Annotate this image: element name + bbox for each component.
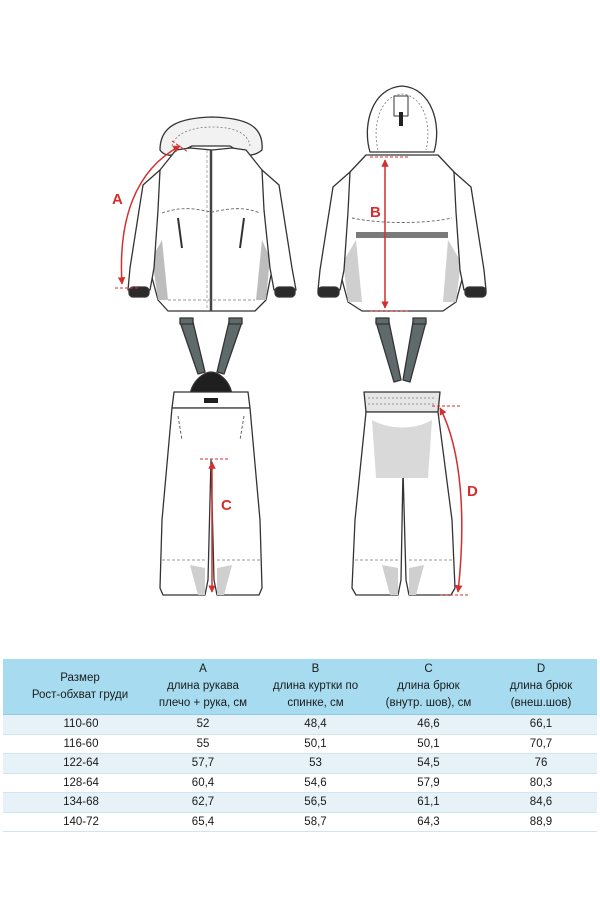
table-row xyxy=(3,734,597,754)
cell-c: 61,1 xyxy=(372,793,485,813)
cell-c: 54,5 xyxy=(372,754,485,774)
cell-a: 65,4 xyxy=(147,812,259,832)
header-col-a: A длина рукава плечо + рука, см xyxy=(147,659,259,715)
measure-letter-d: D xyxy=(467,483,478,500)
cell-c: 50,1 xyxy=(372,734,485,754)
cell-b: 54,6 xyxy=(259,773,372,793)
cell-b: 48,4 xyxy=(259,715,372,735)
header-col-d: D длина брюк (внеш.шов) xyxy=(485,659,597,715)
cell-d: 84,6 xyxy=(485,793,597,813)
cell-a: 62,7 xyxy=(147,793,259,813)
pants-front-drawing xyxy=(160,318,262,595)
cell-d: 80,3 xyxy=(485,773,597,793)
cell-d: 70,7 xyxy=(485,734,597,754)
header-size: Размер Рост-обхват груди xyxy=(3,659,147,715)
cell-c: 46,6 xyxy=(372,715,485,735)
jacket-front-drawing xyxy=(128,117,296,311)
cell-d: 88,9 xyxy=(485,812,597,832)
cell-c: 64,3 xyxy=(372,812,485,832)
table-row xyxy=(3,773,597,793)
cell-a: 55 xyxy=(147,734,259,754)
size-chart-table xyxy=(3,659,597,832)
cell-b: 58,7 xyxy=(259,812,372,832)
cell-a: 57,7 xyxy=(147,754,259,774)
table-row xyxy=(3,793,597,813)
cell-b: 50,1 xyxy=(259,734,372,754)
measure-letter-a: A xyxy=(112,191,123,208)
table-row xyxy=(3,812,597,832)
header-col-b: B длина куртки по спинке, см xyxy=(259,659,372,715)
cell-d: 66,1 xyxy=(485,715,597,735)
cell-size: 116-60 xyxy=(3,734,147,754)
table-header-row xyxy=(3,659,597,715)
cell-size: 140-72 xyxy=(3,812,147,832)
cell-b: 53 xyxy=(259,754,372,774)
pants-back-drawing xyxy=(352,318,455,595)
jacket-back-drawing xyxy=(318,86,486,311)
cell-d: 76 xyxy=(485,754,597,774)
cell-a: 60,4 xyxy=(147,773,259,793)
cell-size: 134-68 xyxy=(3,793,147,813)
measure-letter-c: C xyxy=(221,497,232,514)
measure-letter-b: B xyxy=(370,204,381,221)
cell-c: 57,9 xyxy=(372,773,485,793)
table-row xyxy=(3,754,597,774)
cell-size: 110-60 xyxy=(3,715,147,735)
cell-a: 52 xyxy=(147,715,259,735)
cell-size: 122-64 xyxy=(3,754,147,774)
header-col-c: C длина брюк (внутр. шов), см xyxy=(372,659,485,715)
table-row xyxy=(3,715,597,735)
cell-b: 56,5 xyxy=(259,793,372,813)
cell-size: 128-64 xyxy=(3,773,147,793)
